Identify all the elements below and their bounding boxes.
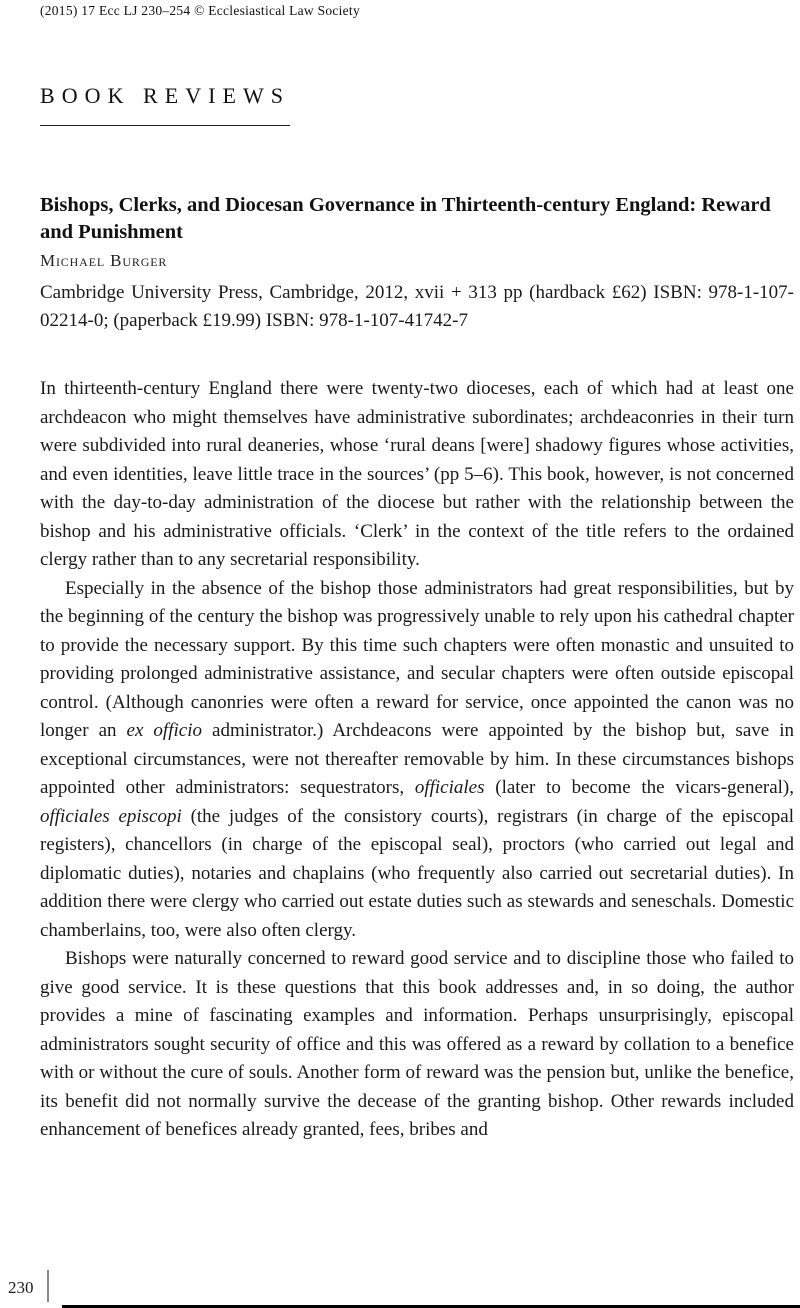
text-segment: administrator.) Archdeacons were appointed by the bishop but, save in exceptional circumstances, were not thereafter removable by him. In these circumstances bishops appointed other administrators: sequestrators, bbox=[40, 720, 794, 798]
review-body bbox=[40, 375, 794, 1145]
italic-text-segment: officiales bbox=[414, 777, 485, 798]
book-reviews-heading: BOOK REVIEWS bbox=[40, 83, 290, 126]
text-segment: Bishops were naturally concerned to reward good service and to discipline those who failed to give good service. It is these questions that this book addresses and, in so doing, the author provides a mine of fascinating examples and information. Perhaps unsurprisingly, episcopal administrators sought security of office and this was offered as a reward by collation to a benefice with or without the cure of souls. Another form of reward was the pension but, unlike the benefice, its benefit did not normally survive the decease of the granting bishop. Other rewards included enhancement of benefices already granted, fees, bribes and bbox=[40, 948, 794, 1140]
text-segment: Especially in the absence of the bishop those administrators had great responsibilities, but by the beginning of the century the bishop was progressively unable to rely upon his cathedral chapter to provide the necessary support. By this time such chapters were often monastic and unsuited to providing prolonged administrative assistance, and secular chapters were often outside episcopal control. (Although canonries were often a reward for service, once appointed the canon was no longer an bbox=[40, 577, 794, 741]
italic-text-segment: ex officio bbox=[126, 720, 202, 741]
review-title: Bishops, Clerks, and Diocesan Governance in Thirteenth-century England: Reward and Punishment bbox=[40, 194, 771, 243]
page-header-citation: (2015) 17 Ecc LJ 230–254 © Ecclesiastical Law Society bbox=[40, 3, 360, 18]
review-imprint: Cambridge University Press, Cambridge, 2012, xvii + 313 pp (hardback £62) ISBN: 978-1-107-02214-0; (paperback £19.99) ISBN: 978-1-107-41742-7 bbox=[40, 282, 794, 331]
text-segment: In thirteenth-century England there were twenty-two dioceses, each of which had at least one archdeacon who might themselves have administrative subordinates; archdeaconries in their turn were subdivided into rural deaneries, whose ‘rural deans [were] shadowy figures whose activities, and even identities, leave little trace in the sources’ (pp 5–6). This book, however, is not concerned with the day-to-day administration of the diocese but rather with the relationship between the bishop and his administrative officials. ‘Clerk’ in the context of the title refers to the ordained clergy rather than to any secretarial responsibility. bbox=[40, 378, 794, 570]
page-number: 230 bbox=[8, 1278, 34, 1297]
review-paragraph bbox=[40, 945, 794, 1145]
italic-text-segment: officiales episcopi bbox=[40, 805, 182, 827]
text-segment: (the judges of the consistory courts), registrars (in charge of the episcopal registers), chancellors (in charge of the episcopal seal), proctors (who carried out legal and diplomatic duties), notaries and chaplains (who frequently also carried out secretarial duties). In addition there were clergy who carried out estate duties such as stewards and seneschals. Domestic chamberlains, too, were also often clergy. bbox=[40, 805, 794, 941]
folio-divider-rule bbox=[47, 1270, 49, 1302]
review-paragraph bbox=[40, 575, 794, 946]
review-paragraph bbox=[40, 375, 794, 575]
review-author: Michael Burger bbox=[40, 251, 168, 270]
text-segment: (later to become the vicars-general), bbox=[484, 777, 795, 798]
page-content bbox=[0, 3, 800, 1145]
